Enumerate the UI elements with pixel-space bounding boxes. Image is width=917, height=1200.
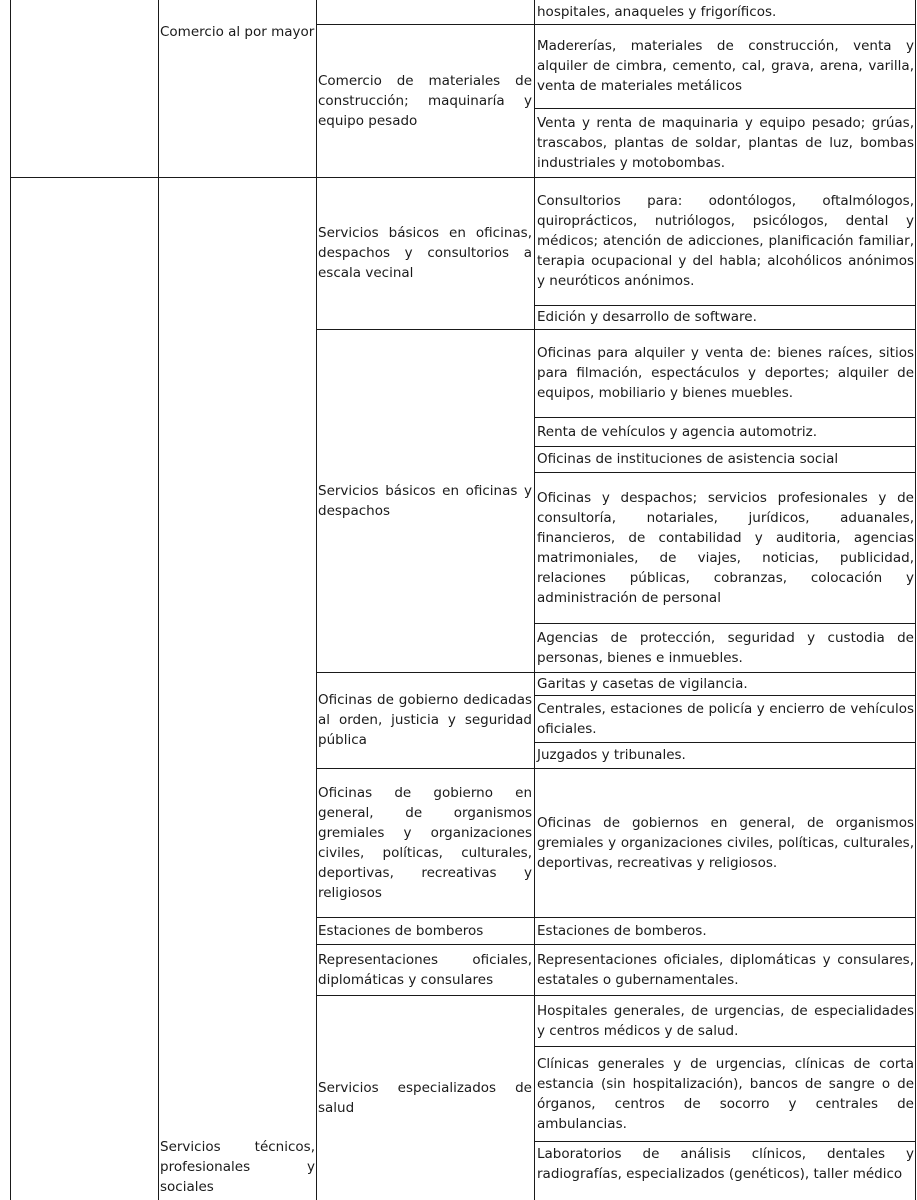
cell-representaciones-cat: Representaciones oficiales, diplomáticas y consulares (318, 951, 532, 988)
cell-edicion-software: Edición y desarrollo de software. (537, 309, 757, 325)
cell-oficinas-despachos: Oficinas y despachos; servicios profesionales y de consultoría, notariales, jurídicos, aduanales, financieros, de contabilidad y auditoria, agencias matrimoniales, de viajes, noticias, publicidad, relaciones públicas, cobranzas, colocación y administración de personal (537, 489, 914, 606)
cell-materiales-construccion: Comercio de materiales de construcción; maquinaría y equipo pesado (318, 72, 532, 129)
col-divider-3 (534, 0, 535, 1200)
col-divider-1 (158, 0, 159, 1200)
col-divider-right (915, 0, 916, 1200)
cell-oficinas-gobiernos-general-desc: Oficinas de gobiernos en general, de organismos gremiales y organizaciones civiles, políticas, culturales, deportivas, recreativas y religiosos. (537, 814, 914, 871)
cell-madererias: Madererías, materiales de construcción, venta y alquiler de cimbra, cemento, cal, grava, arena, varilla, venta de materiales metálicos (537, 38, 914, 94)
cell-renta-vehiculos: Renta de vehículos y agencia automotriz. (537, 423, 818, 440)
cell-representaciones-desc: Representaciones oficiales, diplomáticas y consulares, estatales o gubernamentales. (537, 951, 914, 988)
cell-servicios-basicos-oficinas: Servicios básicos en oficinas y despachos (318, 482, 532, 519)
cell-venta-maquinaria: Venta y renta de maquinaria y equipo pesado; grúas, trascabos, plantas de soldar, plantas de luz, bombas industriales y motobombas. (537, 114, 914, 171)
cell-consultorios: Consultorios para: odontólogos, oftalmólogos, quiroprácticos, nutriólogos, psicólogos, dental y médicos; atención de adicciones, planificación familiar, terapia ocupacional y del habla; alcohólicos anónimos y neuróticos anónimos. (537, 193, 914, 289)
col-divider-2 (316, 0, 317, 1200)
cell-comercio-mayor: Comercio al por mayor (160, 24, 315, 40)
col-divider-left (10, 0, 11, 1200)
cell-agencias-proteccion: Agencias de protección, seguridad y custodia de personas, bienes e inmuebles. (537, 629, 914, 666)
cell-servicios-tecnicos: Servicios técnicos, profesionales y sociales (160, 1139, 315, 1195)
cell-oficinas-gobierno-general: Oficinas de gobierno en general, de organismos gremiales y organizaciones civiles, políticas, culturales, deportivas, recreativas y religiosos (318, 784, 532, 901)
cell-hospitales: Hospitales generales, de urgencias, de especialidades y centros médicos y de salud. (537, 1002, 914, 1039)
cell-garitas: Garitas y casetas de vigilancia. (537, 675, 748, 692)
cell-laboratorios: Laboratorios de análisis clínicos, dentales y radiografías, especializados (genéticos), taller médico (537, 1146, 914, 1182)
cell-centrales-policia: Centrales, estaciones de policía y encierro de vehículos oficiales. (537, 700, 914, 737)
cell-oficinas-gobierno-orden: Oficinas de gobierno dedicadas al orden, justicia y seguridad pública (318, 692, 532, 748)
cell-asistencia-social: Oficinas de instituciones de asistencia social (537, 451, 839, 467)
cell-hospitales-anaqueles: hospitales, anaqueles y frigoríficos. (537, 4, 777, 20)
cell-oficinas-alquiler: Oficinas para alquiler y venta de: bienes raíces, sitios para filmación, espectáculos y deportes; alquiler de equipos, mobiliario y bienes muebles. (537, 345, 914, 401)
cell-servicios-basicos-vecinal: Servicios básicos en oficinas, despachos y consultorios a escala vecinal (318, 225, 532, 281)
cell-estaciones-bomberos-cat: Estaciones de bomberos (318, 922, 484, 939)
cell-estaciones-bomberos-desc: Estaciones de bomberos. (537, 922, 707, 939)
cell-clinicas: Clínicas generales y de urgencias, clínicas de corta estancia (sin hospitalización), bancos de sangre o de órganos, centros de socorro y centrales de ambulancias. (537, 1055, 914, 1132)
cell-juzgados: Juzgados y tribunales. (537, 747, 686, 763)
cell-servicios-salud: Servicios especializados de salud (318, 1079, 532, 1116)
row-divider (534, 1141, 916, 1142)
